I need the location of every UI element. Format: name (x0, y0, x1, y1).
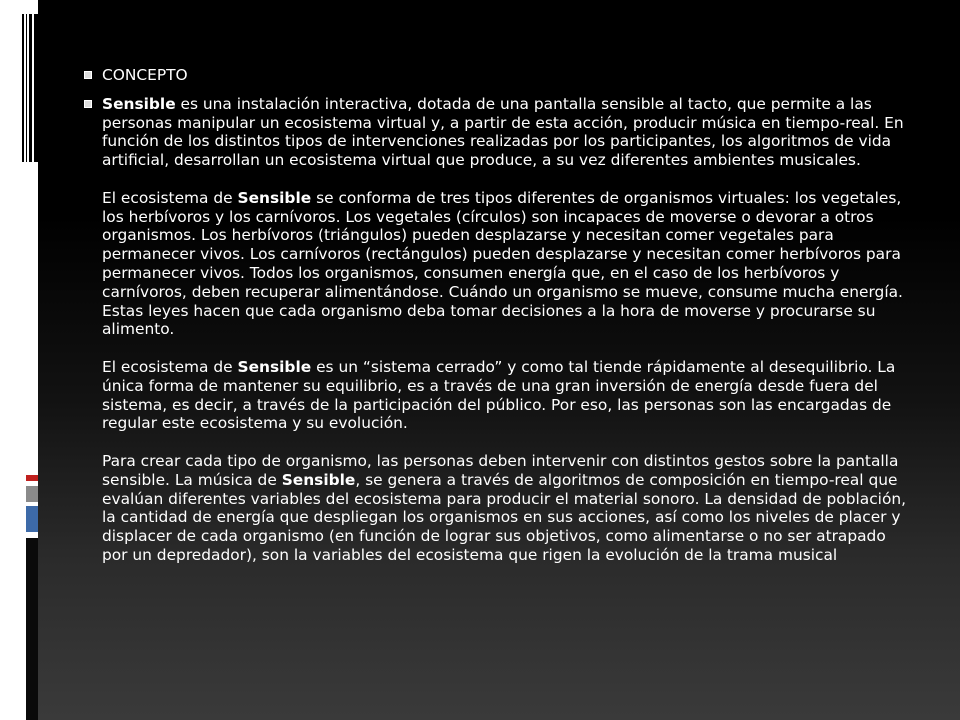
stripe (29, 14, 32, 162)
slide-content (84, 66, 916, 575)
dark-block (26, 538, 38, 720)
paragraph-4 (102, 452, 916, 565)
blue-block (26, 506, 38, 532)
paragraph-2 (102, 189, 916, 339)
bullet-item-body (84, 95, 916, 565)
stripe (22, 14, 24, 162)
paragraph-text: se conforma de tres tipos diferentes de organismos virtuales: los vegetales, los herbívoros y los carnívoros. Los vegetales (círculos) son incapaces de moverse o devorar a otros organismos. Los herbívoros (triángulos) pueden desplazarse y necesitan comer vegetales para permanecer vivos. Los carnívoros (rectángulos) pueden desplazarse y necesitan comer herbívoros para permanecer vivos. Todos los organismos, consumen energía que, en el caso de los herbívoros y carnívoros, deben recuperar alimentándose. Cuándo un organismo se mueve, consume mucha energía. Estas leyes hacen que cada organismo deba tomar decisiones a la hora de moverse y procurarse su alimento. (102, 188, 903, 339)
square-bullet-icon (84, 100, 92, 108)
bullet-item-concepto (84, 66, 916, 85)
barcode-stripes-decoration (22, 14, 38, 162)
paragraph-text: es una instalación interactiva, dotada de una pantalla sensible al tacto, que permite a las personas manipular un ecosistema virtual y, a partir de esta acción, producir música en tiempo-real. En función de los distintos tipos de intervenciones realizadas por los participantes, los algoritmos de vida artificial, desarrollan un ecosistema virtual que produce, a su vez diferentes ambientes musicales. (102, 94, 904, 170)
paragraph-3 (102, 358, 916, 433)
paragraph-text: Para crear cada tipo de organismo, las personas deben intervenir con distintos gestos sobre la pantalla sensible. La música de (102, 451, 899, 489)
paragraph-1 (102, 95, 916, 170)
body-text (102, 95, 916, 565)
color-blocks-decoration (26, 475, 38, 720)
paragraph-text: El ecosistema de (102, 188, 238, 207)
square-bullet-icon (84, 71, 92, 79)
paragraph-text: , se genera a través de algoritmos de composición en tiempo-real que evalúan diferentes variables del ecosistema para producir el material sonoro. La densidad de población, la cantidad de energía que despliegan los organismos en sus acciones, así como los niveles de placer y displacer de cada organismo (en función de lograr sus objetivos, como alimentarse o no ser atrapado por un depredador), son la variables del ecosistema que rigen la evolución de la trama musical (102, 470, 907, 564)
product-name: Sensible (237, 357, 312, 376)
product-name: Sensible (102, 94, 176, 113)
stripe (26, 14, 27, 162)
section-heading: CONCEPTO (102, 66, 188, 84)
product-name: Sensible (281, 470, 356, 489)
paragraph-text: es un “sistema cerrado” y como tal tiende rápidamente al desequilibrio. La única forma de mantener su equilibrio, es a través de una gran inversión de energía desde fuera del sistema, es decir, a través de la participación del público. Por eso, las personas son las encargadas de regular este ecosistema y su evolución. (102, 357, 896, 433)
paragraph-text: El ecosistema de (102, 357, 238, 376)
red-block (26, 475, 38, 481)
product-name: Sensible (237, 188, 312, 207)
stripe (34, 14, 38, 162)
gray-block (26, 486, 38, 502)
